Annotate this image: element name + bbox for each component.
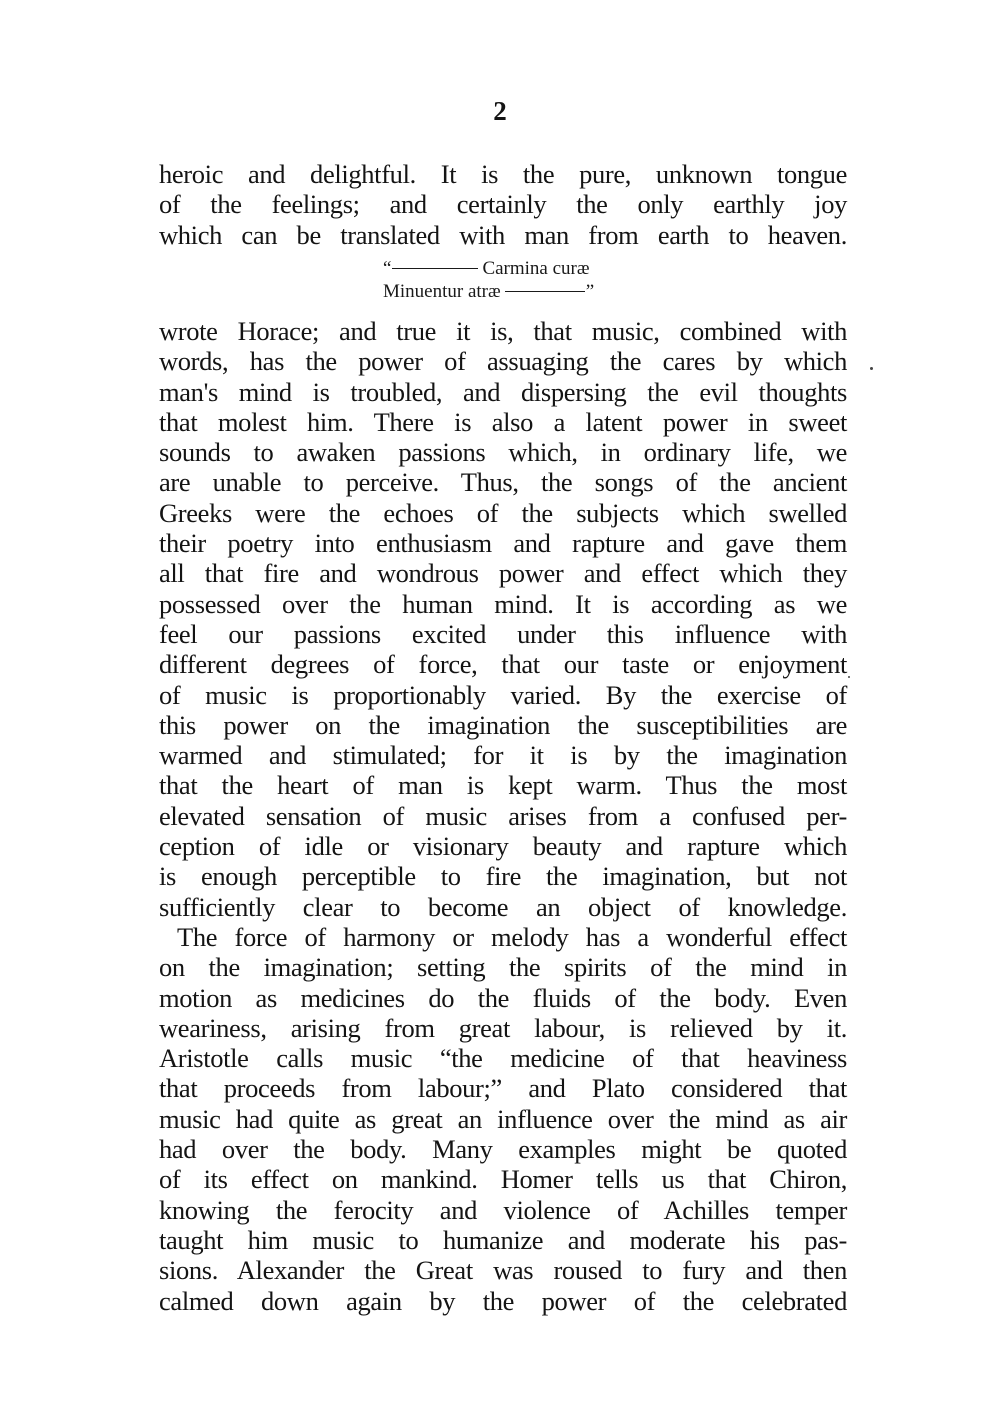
epigraph-line-1 <box>383 257 594 280</box>
epigraph-text-1: Carmina curæ <box>482 258 590 279</box>
text-line: of its effect on mankind. Homer tells us that Chiron, <box>159 1164 847 1195</box>
em-rule <box>392 268 478 270</box>
text-line: are unable to perceive. Thus, the songs of the ancient <box>159 467 847 498</box>
text-line: of music is proportionably varied. By the exercise of <box>159 679 847 710</box>
text-line: sions. Alexander the Great was roused to fury and then <box>159 1255 847 1286</box>
epigraph-line-2 <box>383 280 594 303</box>
text-line: different degrees of force, that our taste or enjoyment <box>159 649 847 680</box>
text-line: weariness, arising from great labour, is relieved by it. <box>159 1012 847 1043</box>
epigraph-quote <box>383 257 594 303</box>
text-line: which can be translated with man from earth to heaven. <box>159 219 847 250</box>
text-line: warmed and stimulated; for it is by the imagination <box>159 740 847 771</box>
text-line: wrote Horace; and true it is, that music, combined with <box>159 316 847 346</box>
em-rule <box>505 291 585 293</box>
text-line: motion as medicines do the fluids of the body. Even <box>159 982 847 1013</box>
body-text <box>159 316 847 1316</box>
text-line: ception of idle or visionary beauty and rapture which <box>159 831 847 862</box>
text-line: possessed over the human mind. It is according as we <box>159 588 847 619</box>
text-line: sounds to awaken passions which, in ordinary life, we <box>159 437 847 468</box>
close-quote-mark: ” <box>585 281 595 302</box>
text-line: this power on the imagination the susceptibilities are <box>159 709 847 740</box>
text-line: their poetry into enthusiasm and rapture and gave them <box>159 528 847 559</box>
text-line: on the imagination; setting the spirits of the mind in <box>159 952 847 983</box>
text-line: elevated sensation of music arises from a confused per- <box>159 800 847 831</box>
page-number: 2 <box>493 96 507 126</box>
text-line: taught him music to humanize and moderate his pas- <box>159 1224 847 1255</box>
text-line: that the heart of man is kept warm. Thus the most <box>159 770 847 801</box>
text-line: is enough perceptible to fire the imagination, but not <box>159 861 847 892</box>
text-line: music had quite as great an influence over the mind as air <box>159 1103 847 1134</box>
text-line: man's mind is troubled, and dispersing the evil thoughts <box>159 376 847 407</box>
epigraph-text-2: Minuentur atræ <box>383 281 501 302</box>
text-line: that proceeds from labour;” and Plato considered that <box>159 1073 847 1104</box>
open-quote-mark: “ <box>383 258 392 279</box>
text-line: all that fire and wondrous power and effect which they <box>159 558 847 589</box>
text-line: sufficiently clear to become an object of knowledge. <box>159 891 847 922</box>
text-line: heroic and delightful. It is the pure, unknown tongue <box>159 159 847 189</box>
text-line: Greeks were the echoes of the subjects which swelled <box>159 497 847 528</box>
text-line: calmed down again by the power of the celebrated <box>159 1285 847 1316</box>
scan-speck <box>848 676 850 678</box>
text-line: words, has the power of assuaging the cares by which <box>159 346 847 377</box>
text-line: that molest him. There is also a latent power in sweet <box>159 406 847 437</box>
text-line: of the feelings; and certainly the only earthly joy <box>159 189 847 220</box>
paragraph-continuation <box>159 159 847 250</box>
text-line: Aristotle calls music “the medicine of that heaviness <box>159 1043 847 1074</box>
paragraph-harmony <box>159 922 847 1316</box>
text-line: knowing the ferocity and violence of Achilles temper <box>159 1194 847 1225</box>
paragraph-horace <box>159 316 847 922</box>
scan-speck <box>870 367 873 370</box>
text-line: The force of harmony or melody has a wonderful effect <box>177 921 847 952</box>
text-line: feel our passions excited under this influence with <box>159 618 847 649</box>
text-line: had over the body. Many examples might be quoted <box>159 1134 847 1165</box>
